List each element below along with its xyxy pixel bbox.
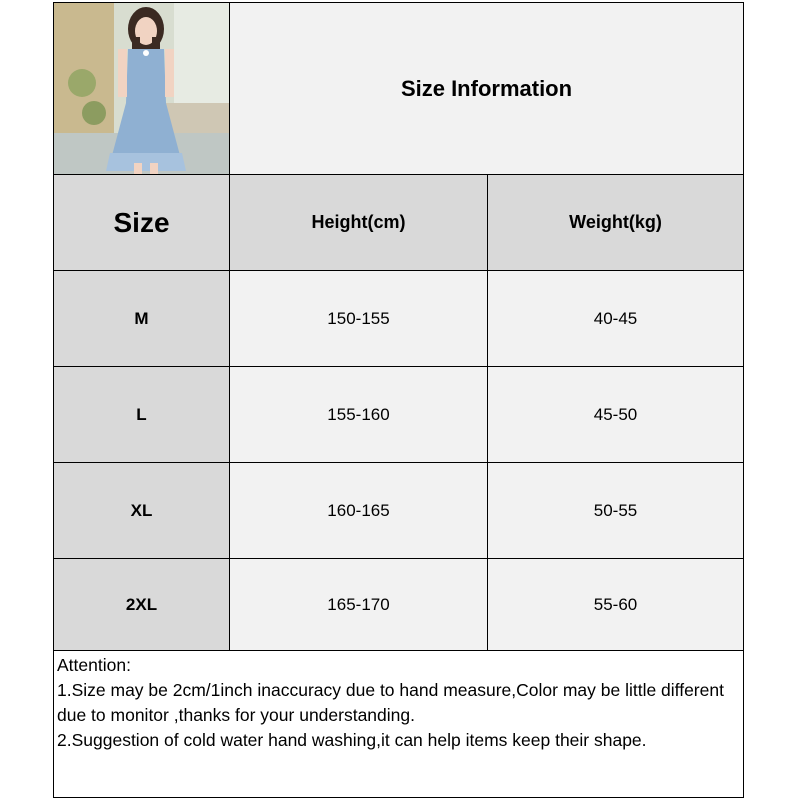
weight-cell: 40-45: [488, 271, 743, 366]
header-weight: Weight(kg): [488, 175, 743, 270]
header-row: [54, 175, 743, 271]
product-photo: [54, 3, 230, 175]
header-size: Size: [54, 175, 230, 270]
weight-cell: 55-60: [488, 559, 743, 650]
attention-notes: [54, 651, 743, 797]
weight-cell: 50-55: [488, 463, 743, 558]
table-row: [54, 367, 743, 463]
size-cell: 2XL: [54, 559, 230, 650]
header-height: Height(cm): [230, 175, 488, 270]
size-chart: [53, 2, 744, 798]
table-row: [54, 463, 743, 559]
notes-line-1: 1.Size may be 2cm/1inch inaccuracy due to hand measure,Color may be little different due to monitor ,thanks for your understanding.: [57, 680, 724, 725]
height-cell: 165-170: [230, 559, 488, 650]
size-cell: M: [54, 271, 230, 366]
product-photo-image: [54, 3, 230, 175]
size-cell: XL: [54, 463, 230, 558]
size-cell: L: [54, 367, 230, 462]
chart-title: Size Information: [230, 3, 743, 175]
notes-heading: Attention:: [57, 655, 131, 675]
table-row: [54, 559, 743, 651]
notes-line-2: 2.Suggestion of cold water hand washing,it can help items keep their shape.: [57, 730, 647, 750]
height-cell: 150-155: [230, 271, 488, 366]
height-cell: 160-165: [230, 463, 488, 558]
table-row: [54, 271, 743, 367]
height-cell: 155-160: [230, 367, 488, 462]
weight-cell: 45-50: [488, 367, 743, 462]
